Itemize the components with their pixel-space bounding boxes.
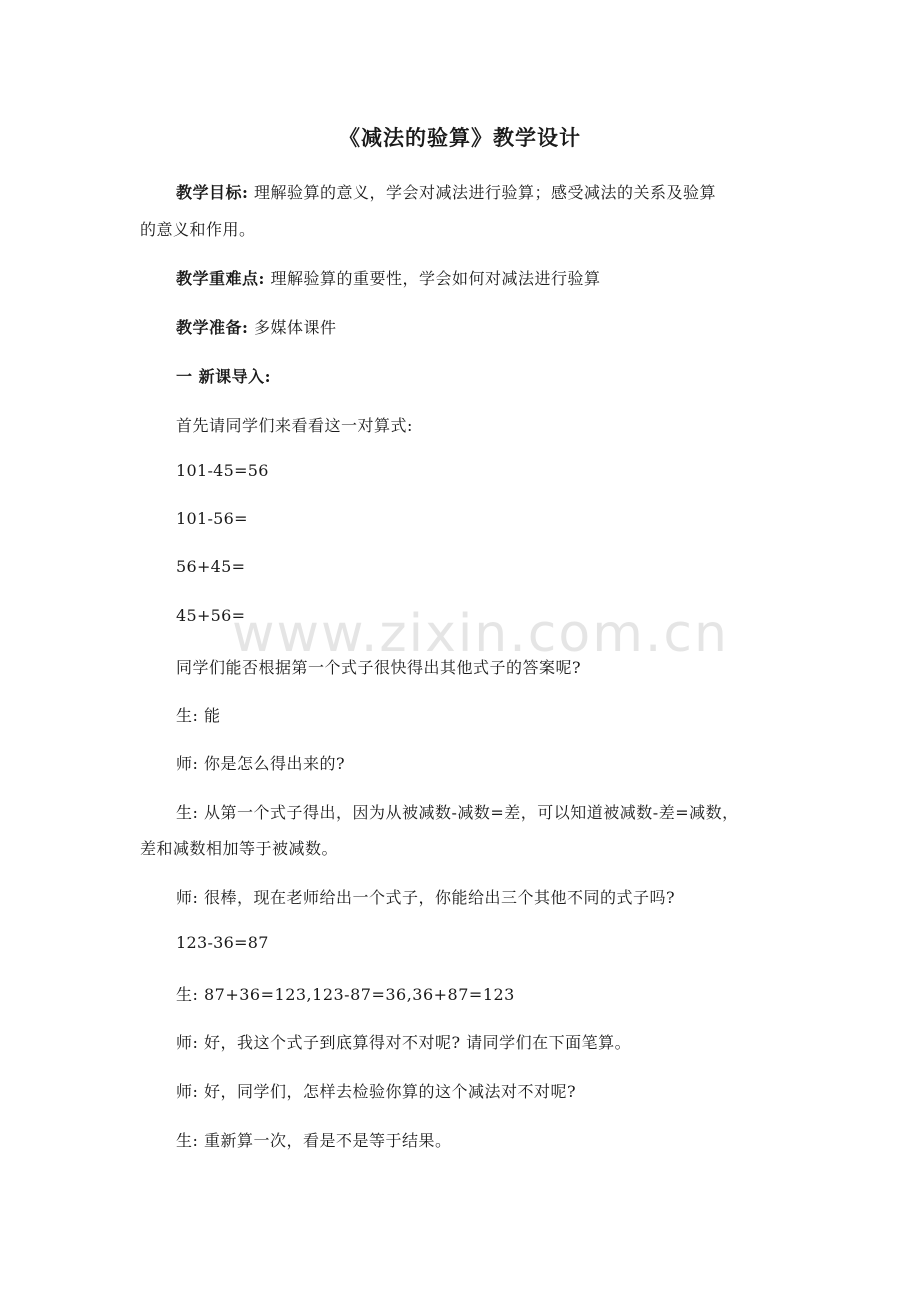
equation-line: 101-56= [176, 509, 248, 528]
dialogue-line: 生: 能 [176, 706, 221, 725]
equation-line: 101-45=56 [176, 461, 269, 480]
key-points-line [176, 266, 601, 289]
equation-line: 123-36=87 [176, 933, 269, 952]
preparation-line [176, 315, 337, 338]
goal-label: 教学目标: [176, 183, 249, 202]
watermark: www.zixin.com.cn [232, 604, 729, 664]
goal-text-continued: 的意义和作用。 [140, 220, 256, 239]
dialogue-line-continued: 差和减数相加等于被减数。 [140, 839, 339, 858]
preparation-text: 多媒体课件 [254, 318, 337, 337]
dialogue-line: 师: 很棒，现在老师给出一个式子，你能给出三个其他不同的式子吗? [176, 888, 676, 907]
dialogue-line: 师: 好，同学们，怎样去检验你算的这个减法对不对呢? [176, 1082, 577, 1101]
paragraph-line: 首先请同学们来看看这一对算式: [176, 416, 413, 435]
equation-line: 56+45= [176, 557, 246, 576]
dialogue-line: 生: 从第一个式子得出，因为从被减数-减数=差，可以知道被减数-差=减数， [176, 803, 739, 822]
dialogue-line: 师: 好，我这个式子到底算得对不对呢? 请同学们在下面笔算。 [176, 1033, 632, 1052]
dialogue-line: 生: 重新算一次，看是不是等于结果。 [176, 1131, 452, 1150]
key-points-text: 理解验算的重要性，学会如何对减法进行验算 [270, 269, 601, 288]
goal-text: 理解验算的意义，学会对减法进行验算；感受减法的关系及验算 [254, 183, 717, 202]
paragraph-line: 同学们能否根据第一个式子很快得出其他式子的答案呢? [176, 658, 582, 677]
dialogue-line: 师: 你是怎么得出来的? [176, 754, 346, 773]
document-title: 《减法的验算》教学设计 [339, 125, 581, 150]
section-heading: 一 新课导入: [176, 367, 271, 386]
equation-line: 45+56= [176, 606, 246, 625]
key-points-label: 教学重难点: [176, 269, 265, 288]
goal-line [176, 180, 716, 203]
preparation-label: 教学准备: [176, 318, 249, 337]
dialogue-line: 生: 87+36=123,123-87=36,36+87=123 [176, 985, 515, 1004]
